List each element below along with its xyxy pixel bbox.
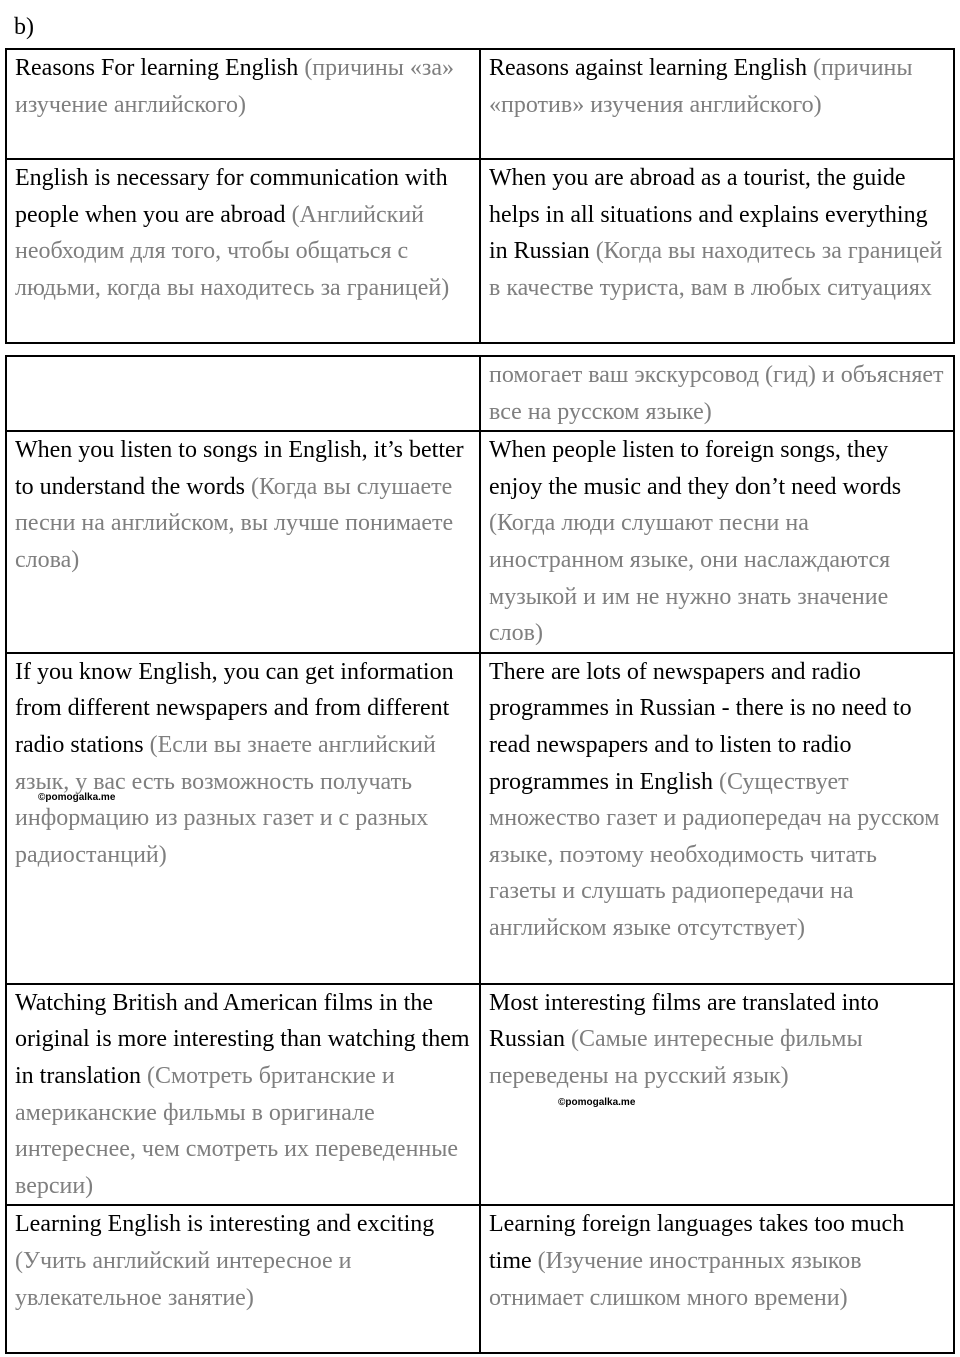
- watermark: ©pomogalka.me: [558, 1097, 636, 1108]
- table-cell-against: [480, 984, 954, 1206]
- table-cell-for: [6, 159, 480, 343]
- cell-english-text: Learning English is interesting and exciting: [15, 1211, 435, 1238]
- cell-english-text: When you listen to songs in English, it’s better to understand the words: [15, 437, 464, 500]
- cell-russian-text: (Если вы знаете английский язык, у вас есть возможность получать информацию из разных газет и с разных радиостанций): [15, 731, 436, 868]
- cell-russian-text: помогает ваш экскурсовод (гид) и объясняет все на русском языке): [489, 362, 944, 425]
- cell-english-text: Most interesting films are translated into Russian: [489, 989, 879, 1053]
- table-row: [6, 984, 954, 1206]
- table-cell-against: [480, 431, 954, 653]
- table-cell-for: [6, 984, 480, 1206]
- table-cell-for: [6, 431, 480, 653]
- cell-russian-text: (Когда вы слушаете песни на английском, вы лучше понимаете слова): [15, 473, 454, 573]
- cell-english-text: When you are abroad as a tourist, the guide helps in all situations and explains everything in Russian: [489, 165, 928, 265]
- cell-russian-text: (Когда люди слушают песни на иностранном языке, они наслаждаются музыкой и им не нужно знать значение слов): [489, 510, 891, 647]
- table-cell-header-for: [6, 49, 480, 159]
- cell-english-text: English is necessary for communication with people when you are abroad: [15, 165, 448, 228]
- cell-russian-text: (причины «против» изучения английского): [489, 55, 913, 118]
- table-cell-against: [480, 159, 954, 343]
- cell-russian-text: (Учить английский интересное и увлекательное занятие): [15, 1247, 352, 1311]
- table-cell-against: [480, 1205, 954, 1353]
- cell-english-text: Reasons For learning English: [15, 55, 299, 81]
- arguments-table-part-2: [5, 355, 955, 1354]
- watermark: ©pomogalka.me: [38, 792, 116, 803]
- cell-russian-text: (Английский необходим для того, чтобы общаться с людьми, когда вы находитесь за границей): [15, 201, 450, 301]
- cell-russian-text: (Когда вы находитесь за границей в качестве туриста, вам в любых ситуациях: [489, 238, 943, 301]
- table-cell-for: [6, 356, 480, 431]
- table-cell-for: [6, 653, 480, 984]
- section-label: b): [14, 14, 34, 40]
- cell-russian-text: (Изучение иностранных языков отнимает слишком много времени): [489, 1247, 862, 1311]
- table-row: [6, 49, 954, 159]
- table-row: [6, 356, 954, 431]
- table-cell-header-against: [480, 49, 954, 159]
- table-cell-for: [6, 1205, 480, 1353]
- cell-russian-text: (Существует множество газет и радиопередач на русском языке, поэтому необходимость читать газеты и слушать радиопередачи на английском языке отсутствует): [489, 768, 940, 941]
- cell-english-text: Reasons against learning English: [489, 55, 807, 81]
- cell-english-text: There are lots of newspapers and radio programmes in Russian - there is no need to read newspapers and to listen to radio programmes in English: [489, 658, 912, 795]
- table-row: [6, 431, 954, 653]
- cell-english-text: Watching British and American films in the original is more interesting than watching them in translation: [15, 989, 470, 1089]
- cell-russian-text: (причины «за» изучение английского): [15, 55, 455, 118]
- cell-russian-text: (Смотреть британские и американские фильмы в оригинале интереснее, чем смотреть их переведенные версии): [15, 1062, 459, 1199]
- cell-russian-text: (Самые интересные фильмы переведены на русский язык): [489, 1026, 863, 1089]
- table-row: [6, 159, 954, 343]
- table-row: [6, 653, 954, 984]
- cell-english-text: If you know English, you can get information from different newspapers and from different radio stations: [15, 658, 454, 758]
- table-cell-against: [480, 356, 954, 431]
- table-cell-against: [480, 653, 954, 984]
- table-row: [6, 1205, 954, 1353]
- arguments-table-part-1: [5, 48, 955, 344]
- cell-english-text: When people listen to foreign songs, they enjoy the music and they don’t need words: [489, 437, 902, 500]
- cell-english-text: Learning foreign languages takes too much time: [489, 1211, 905, 1274]
